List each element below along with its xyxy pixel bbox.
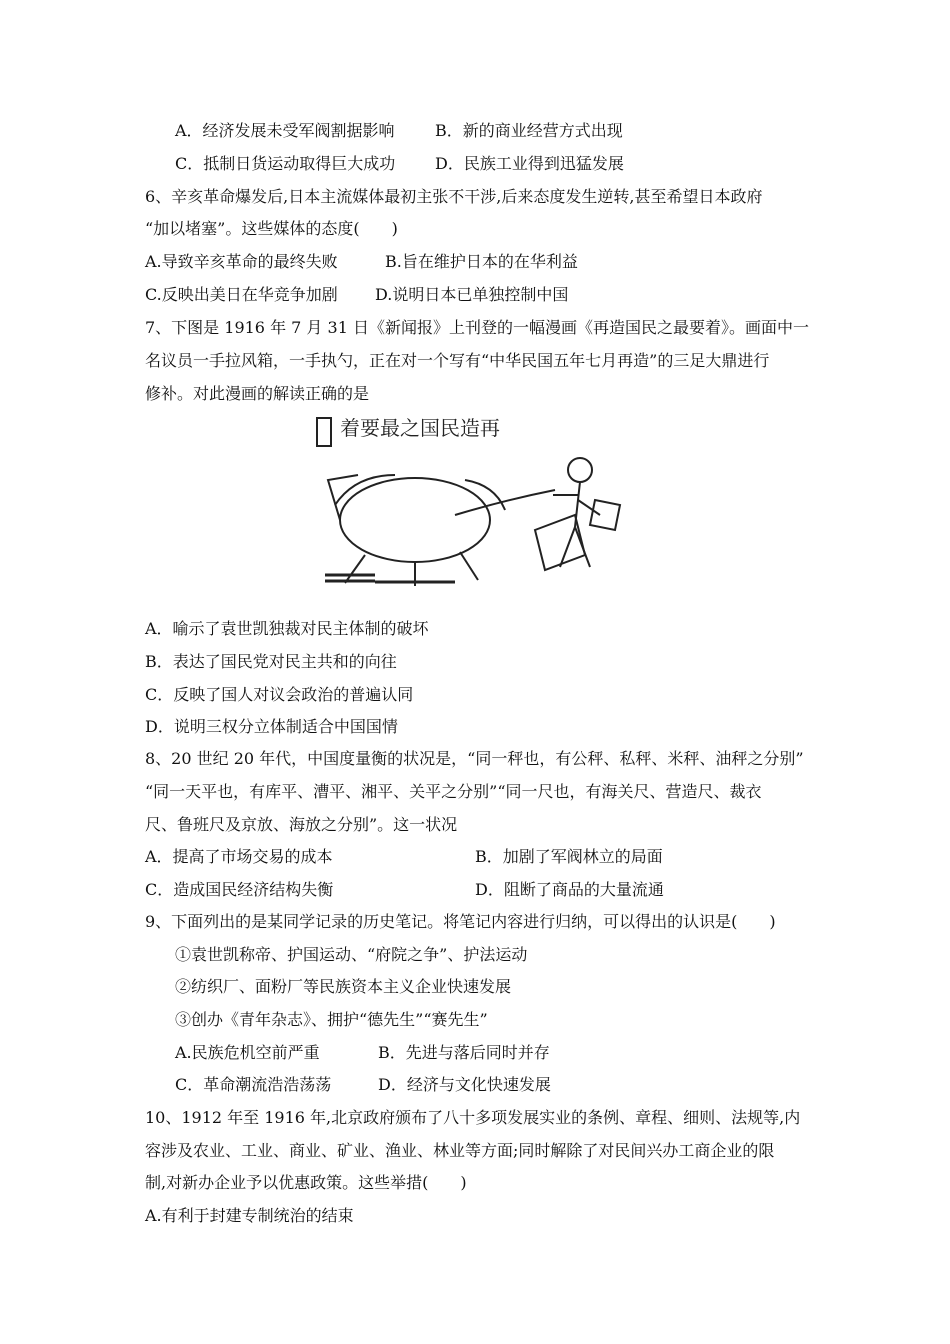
q6-option-b: B.旨在维护日本的在华利益 bbox=[385, 252, 578, 271]
q9-stem-line1: 9、下面列出的是某同学记录的历史笔记。将笔记内容进行归纳，可以得出的认识是( ) bbox=[145, 912, 776, 931]
q7-stem-line3: 修补。对此漫画的解读正确的是 bbox=[145, 384, 370, 403]
q5-option-c: C．抵制日货运动取得巨大成功 bbox=[175, 154, 396, 173]
q7-option-d: D．说明三权分立体制适合中国国情 bbox=[145, 717, 398, 736]
q9-option-b: B．先进与落后同时并存 bbox=[378, 1043, 550, 1062]
q8-stem-line3: 尺、鲁班尺及京放、海放之分别”。这一状况 bbox=[145, 815, 458, 834]
q9-option-c: C．革命潮流浩浩荡荡 bbox=[175, 1075, 332, 1094]
q9-note-3: ③创办《青年杂志》、拥护“德先生”“赛先生” bbox=[175, 1010, 488, 1029]
q8-option-a: A．提高了市场交易的成本 bbox=[145, 847, 333, 866]
q6-stem-line1: 6、辛亥革命爆发后,日本主流媒体最初主张不干涉,后来态度发生逆转,甚至希望日本政府 bbox=[145, 187, 763, 206]
q8-option-d: D．阻断了商品的大量流通 bbox=[475, 880, 664, 899]
cartoon-drawing bbox=[295, 410, 655, 590]
q5-option-d: D．民族工业得到迅猛发展 bbox=[435, 154, 624, 173]
q6-option-d: D.说明日本已单独控制中国 bbox=[375, 285, 569, 304]
q8-option-c: C．造成国民经济结构失衡 bbox=[145, 880, 334, 899]
q10-option-a: A.有利于封建专制统治的结束 bbox=[145, 1206, 354, 1225]
q7-option-b: B．表达了国民党对民主共和的向往 bbox=[145, 652, 397, 671]
q7-stem-line1: 7、下图是 1916 年 7 月 31 日《新闻报》上刊登的一幅漫画《再造国民之最要着》。画面中一 bbox=[145, 318, 809, 337]
q10-stem-line1: 10、1912 年至 1916 年,北京政府颁布了八十多项发展实业的条例、章程、细则、法规等,内 bbox=[145, 1108, 801, 1127]
q6-option-a: A.导致辛亥革命的最终失败 bbox=[145, 252, 338, 271]
q9-note-1: ①袁世凯称帝、护国运动、“府院之争”、护法运动 bbox=[175, 945, 528, 964]
q9-note-2: ②纺织厂、面粉厂等民族资本主义企业快速发展 bbox=[175, 977, 512, 996]
q8-stem-line1: 8、20 世纪 20 年代，中国度量衡的状况是，“同一秤也，有公秤、私秤、米秤、油秤之分别” bbox=[145, 749, 804, 768]
q6-option-c: C.反映出美日在华竞争加剧 bbox=[145, 285, 338, 304]
cartoon-seal bbox=[317, 418, 331, 446]
q6-stem-line2: “加以堵塞”。这些媒体的态度( ) bbox=[145, 219, 398, 238]
q7-stem-line2: 名议员一手拉风箱，一手执勺，正在对一个写有“中华民国五年七月再造”的三足大鼎进行 bbox=[145, 351, 770, 370]
q5-option-a: A．经济发展未受军阀割据影响 bbox=[175, 121, 395, 140]
q8-stem-line2: “同一天平也，有库平、漕平、湘平、关平之分别”“同一尺也，有海关尺、营造尺、裁衣 bbox=[145, 782, 762, 801]
q8-option-b: B．加剧了军阀林立的局面 bbox=[475, 847, 663, 866]
q5-option-b: B．新的商业经营方式出现 bbox=[435, 121, 623, 140]
cartoon-title: 着要最之国民造再 bbox=[340, 416, 500, 440]
q10-stem-line3: 制,对新办企业予以优惠政策。这些举措( ) bbox=[145, 1173, 467, 1192]
cartoon-illustration bbox=[295, 410, 655, 590]
q10-stem-line2: 容涉及农业、工业、商业、矿业、渔业、林业等方面;同时解除了对民间兴办工商企业的限 bbox=[145, 1141, 775, 1160]
q9-option-a: A.民族危机空前严重 bbox=[175, 1043, 320, 1062]
q9-option-d: D．经济与文化快速发展 bbox=[378, 1075, 551, 1094]
q7-option-c: C．反映了国人对议会政治的普遍认同 bbox=[145, 685, 414, 704]
q7-option-a: A．喻示了袁世凯独裁对民主体制的破坏 bbox=[145, 619, 429, 638]
